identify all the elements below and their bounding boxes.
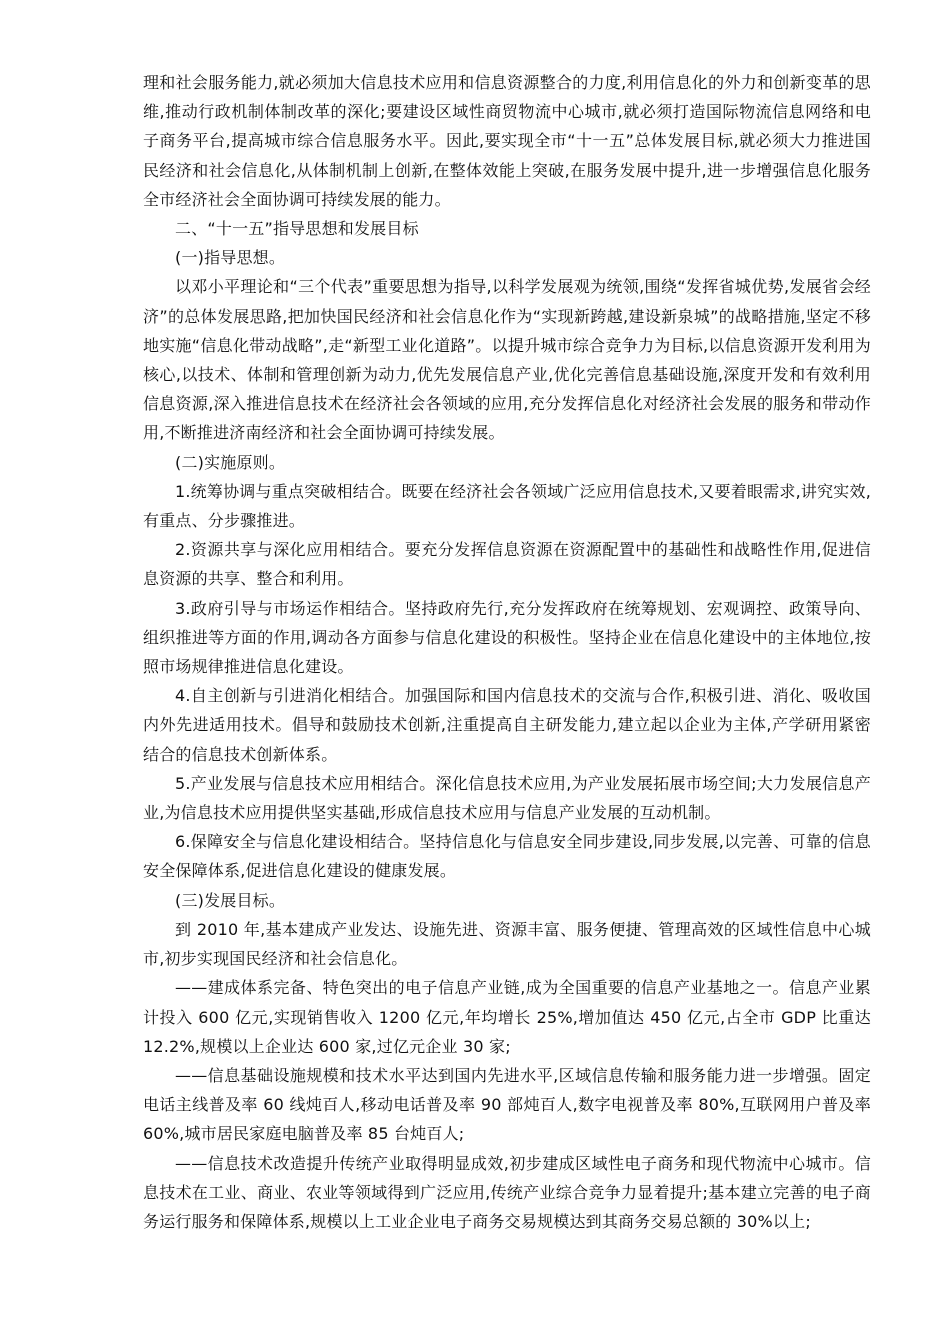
principle-item-5: 5.产业发展与信息技术应用相结合。深化信息技术应用,为产业发展拓展市场空间;大力发展信息产业,为信息技术应用提供坚实基础,形成信息技术应用与信息产业发展的互动机制。 [143, 773, 871, 823]
principle-item-3: 3.政府引导与市场运作相结合。坚持政府先行,充分发挥政府在统筹规划、宏观调控、政策导向、组织推进等方面的作用,调动各方面参与信息化建设的积极性。坚持企业在信息化建设中的主体地位,按照市场规律推进信息化建设。 [143, 598, 871, 677]
goal-item-traditional-industry: ——信息技术改造提升传统产业取得明显成效,初步建成区域性电子商务和现代物流中心城市。信息技术在工业、商业、农业等领域得到广泛应用,传统产业综合竞争力显着提升;基本建立完善的电子商务运行服务和保障体系,规模以上工业企业电子商务交易规模达到其商务交易总额的 30%以上; [143, 1153, 871, 1231]
principle-item-2: 2.资源共享与深化应用相结合。要充分发挥信息资源在资源配置中的基础性和战略性作用,促进信息资源的共享、整合和利用。 [143, 540, 871, 589]
principle-item-6: 6.保障安全与信息化建设相结合。坚持信息化与信息安全同步建设,同步发展,以完善、可靠的信息安全保障体系,促进信息化建设的健康发展。 [143, 832, 871, 881]
paragraph-guiding-ideology: 以邓小平理论和“三个代表”重要思想为指导,以科学发展观为统领,围绕“发挥省城优势,发展省会经济”的总体发展思路,把加快国民经济和社会信息化作为“实现新跨越,建设新泉城”的战略措施,坚定不移地实施“信息化带动战略”,走“新型工业化道路”。以提升城市综合竞争力为目标,以信息资源开发利用为核心,以技术、体制和管理创新为动力,优先发展信息产业,优化完善信息基础设施,深度开发和有效利用信息资源,深入推进信息技术在经济社会各领域的应用,充分发挥信息化对经济社会发展的服务和带动作用,不断推进济南经济和社会全面协调可持续发展。 [143, 277, 871, 443]
section-heading-2: 二、“十一五”指导思想和发展目标 [175, 219, 419, 239]
paragraph-goals-intro: 到 2010 年,基本建成产业发达、设施先进、资源丰富、服务便捷、管理高效的区域性信息中心城市,初步实现国民经济和社会信息化。 [143, 919, 871, 969]
subsection-heading-principles: (二)实施原则。 [175, 452, 286, 472]
goal-item-industry: ——建成体系完备、特色突出的电子信息产业链,成为全国重要的信息产业基地之一。信息产业累计投入 600 亿元,实现销售收入 1200 亿元,年均增长 25%,增加值达 450 亿元,占全市 GDP 比重达 12.2%,规模以上企业达 600 家,过亿元企业 30 家; [143, 978, 877, 1056]
principle-item-1: 1.统筹协调与重点突破相结合。既要在经济社会各领域广泛应用信息技术,又要着眼需求,讲究实效,有重点、分步骤推进。 [143, 481, 871, 531]
subsection-heading-guiding-ideology: (一)指导思想。 [175, 248, 286, 268]
subsection-heading-goals: (三)发展目标。 [175, 890, 286, 910]
principle-item-4: 4.自主创新与引进消化相结合。加强国际和国内信息技术的交流与合作,积极引进、消化、吸收国内外先进适用技术。倡导和鼓励技术创新,注重提高自主研发能力,建立起以企业为主体,产学研用紧密结合的信息技术创新体系。 [143, 686, 871, 764]
paragraph-continuation: 理和社会服务能力,就必须加大信息技术应用和信息资源整合的力度,利用信息化的外力和创新变革的思维,推动行政机制体制改革的深化;要建设区域性商贸物流中心城市,就必须打造国际物流信息网络和电子商务平台,提高城市综合信息服务水平。因此,要实现全市“十一五”总体发展目标,就必须大力推进国民经济和社会信息化,从体制机制上创新,在整体效能上突破,在服务发展中提升,进一步增强信息化服务全市经济社会全面协调可持续发展的能力。 [143, 73, 871, 209]
document-body [143, 68, 877, 1236]
goal-item-infrastructure: ——信息基础设施规模和技术水平达到国内先进水平,区域信息传输和服务能力进一步增强。固定电话主线普及率 60 线炖百人,移动电话普及率 90 部炖百人,数字电视普及率 80%,互联网用户普及率 60%,城市居民家庭电脑普及率 85 台炖百人; [143, 1065, 877, 1144]
